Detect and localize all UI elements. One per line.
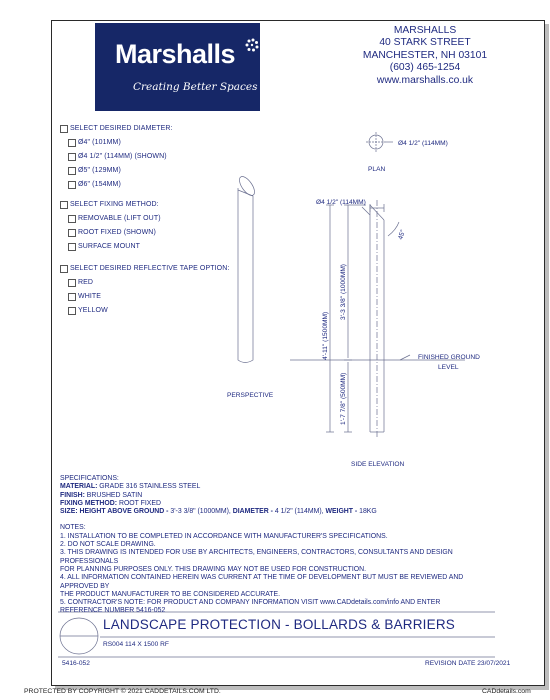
side-elevation-bollard xyxy=(362,200,399,438)
address-city: MANCHESTER, NH 03101 xyxy=(362,49,488,61)
plan-dimension: Ø4 1/2" (114MM) xyxy=(398,140,448,147)
elevation-top-dimension: Ø4 1/2" (114MM) xyxy=(316,199,366,206)
plan-view xyxy=(366,132,393,152)
specs-heading: SPECIFICATIONS: xyxy=(60,475,119,482)
note-line: 2. DO NOT SCALE DRAWING. xyxy=(60,541,156,549)
caddetails-link[interactable]: CADdetails.com xyxy=(482,688,531,695)
logo-tagline: Creating Better Spaces xyxy=(133,81,258,93)
note-line: 4. ALL INFORMATION CONTAINED HEREIN WAS CURRENT AT THE TIME OF DEVELOPMENT BUT MUST BE REVIEWED AND APPROVED BY xyxy=(60,574,464,590)
spec-material: MATERIAL: GRADE 316 STAINLESS STEEL xyxy=(60,483,201,491)
fixing-option: SURFACE MOUNT xyxy=(78,243,140,250)
address-company: MARSHALLS xyxy=(393,25,457,36)
address-web[interactable]: www.marshalls.co.uk xyxy=(376,74,474,86)
drawing-title: LANDSCAPE PROTECTION - BOLLARDS & BARRIERS xyxy=(103,617,455,632)
spec-fixing: FIXING METHOD: ROOT FIXED xyxy=(60,499,161,507)
diameter-option: Ø4" (101MM) xyxy=(78,139,121,146)
revision-date: REVISION DATE 23/07/2021 xyxy=(425,660,511,667)
copyright-notice: PROTECTED BY COPYRIGHT © 2021 CADDETAILS.COM LTD. xyxy=(24,688,221,695)
dimension-lines xyxy=(326,204,384,432)
tape-option: RED xyxy=(78,279,94,286)
spec-size: SIZE: HEIGHT ABOVE GROUND - 3'-3 3/8" (1000MM), DIAMETER - 4 1/2" (114MM), WEIGHT - 18KG xyxy=(60,508,377,516)
ground-level-label: FINISHED GROUND xyxy=(418,354,480,361)
spec-finish: FINISH: BRUSHED SATIN xyxy=(60,491,143,499)
fixing-heading: SELECT FIXING METHOD: xyxy=(70,201,159,208)
perspective-label: PERSPECTIVE xyxy=(227,392,274,399)
address-street: 40 STARK STREET xyxy=(379,37,471,49)
ground-level-label-2: LEVEL xyxy=(438,364,459,371)
diameter-option: Ø4 1/2" (114MM) (SHOWN) xyxy=(78,153,167,160)
drawing-subtitle: RS004 114 X 1500 RF xyxy=(103,641,169,648)
note-line: THE PRODUCT MANUFACTURER TO BE CONSIDERED ACCURATE. xyxy=(60,590,281,598)
note-line: REFERENCE NUMBER 5416-052 xyxy=(60,607,166,615)
specifications-block xyxy=(60,475,500,616)
plan-label: PLAN xyxy=(368,166,386,173)
note-line: 3. THIS DRAWING IS INTENDED FOR USE BY ARCHITECTS, ENGINEERS, CONTRACTORS, CONSULTANTS AND DESIGN PROFESSIONALS xyxy=(60,549,453,565)
above-ground-dimension: 3'-3 3/8" (1000MM) xyxy=(340,263,347,320)
note-line: 1. INSTALLATION TO BE COMPLETED IN ACCORDANCE WITH MANUFACTURER'S SPECIFICATIONS. xyxy=(60,532,388,540)
address-phone: (603) 465-1254 xyxy=(389,62,461,74)
tape-option: WHITE xyxy=(78,293,102,300)
diameter-option: Ø5" (129MM) xyxy=(78,167,121,174)
fixing-option: REMOVABLE (LIFT OUT) xyxy=(78,215,161,222)
notes-heading: NOTES: xyxy=(60,524,86,532)
drawing-ref: 5416-052 xyxy=(62,660,90,667)
angle-label: 45° xyxy=(397,228,407,241)
perspective-view xyxy=(237,174,258,362)
below-ground-dimension: 1'-7 7/8" (500MM) xyxy=(340,372,347,425)
note-line: 5. CONTRACTOR'S NOTE: FOR PRODUCT AND COMPANY INFORMATION VISIT www.CADdetails.com/info AND ENTER xyxy=(60,599,441,607)
diameter-option: Ø6" (154MM) xyxy=(78,181,121,188)
diameter-heading: SELECT DESIRED DIAMETER: xyxy=(70,125,173,132)
tape-heading: SELECT DESIRED REFLECTIVE TAPE OPTION: xyxy=(70,265,230,272)
fixing-option: ROOT FIXED (SHOWN) xyxy=(78,229,156,236)
note-line: FOR PLANNING PURPOSES ONLY. THIS DRAWING MAY NOT BE USED FOR CONSTRUCTION. xyxy=(60,565,367,573)
tape-option: YELLOW xyxy=(78,307,108,314)
logo-wordmark: Marshalls xyxy=(115,39,236,69)
total-height-dimension: 4'-11" (1500MM) xyxy=(322,311,329,360)
side-elevation-label: SIDE ELEVATION xyxy=(351,461,405,468)
